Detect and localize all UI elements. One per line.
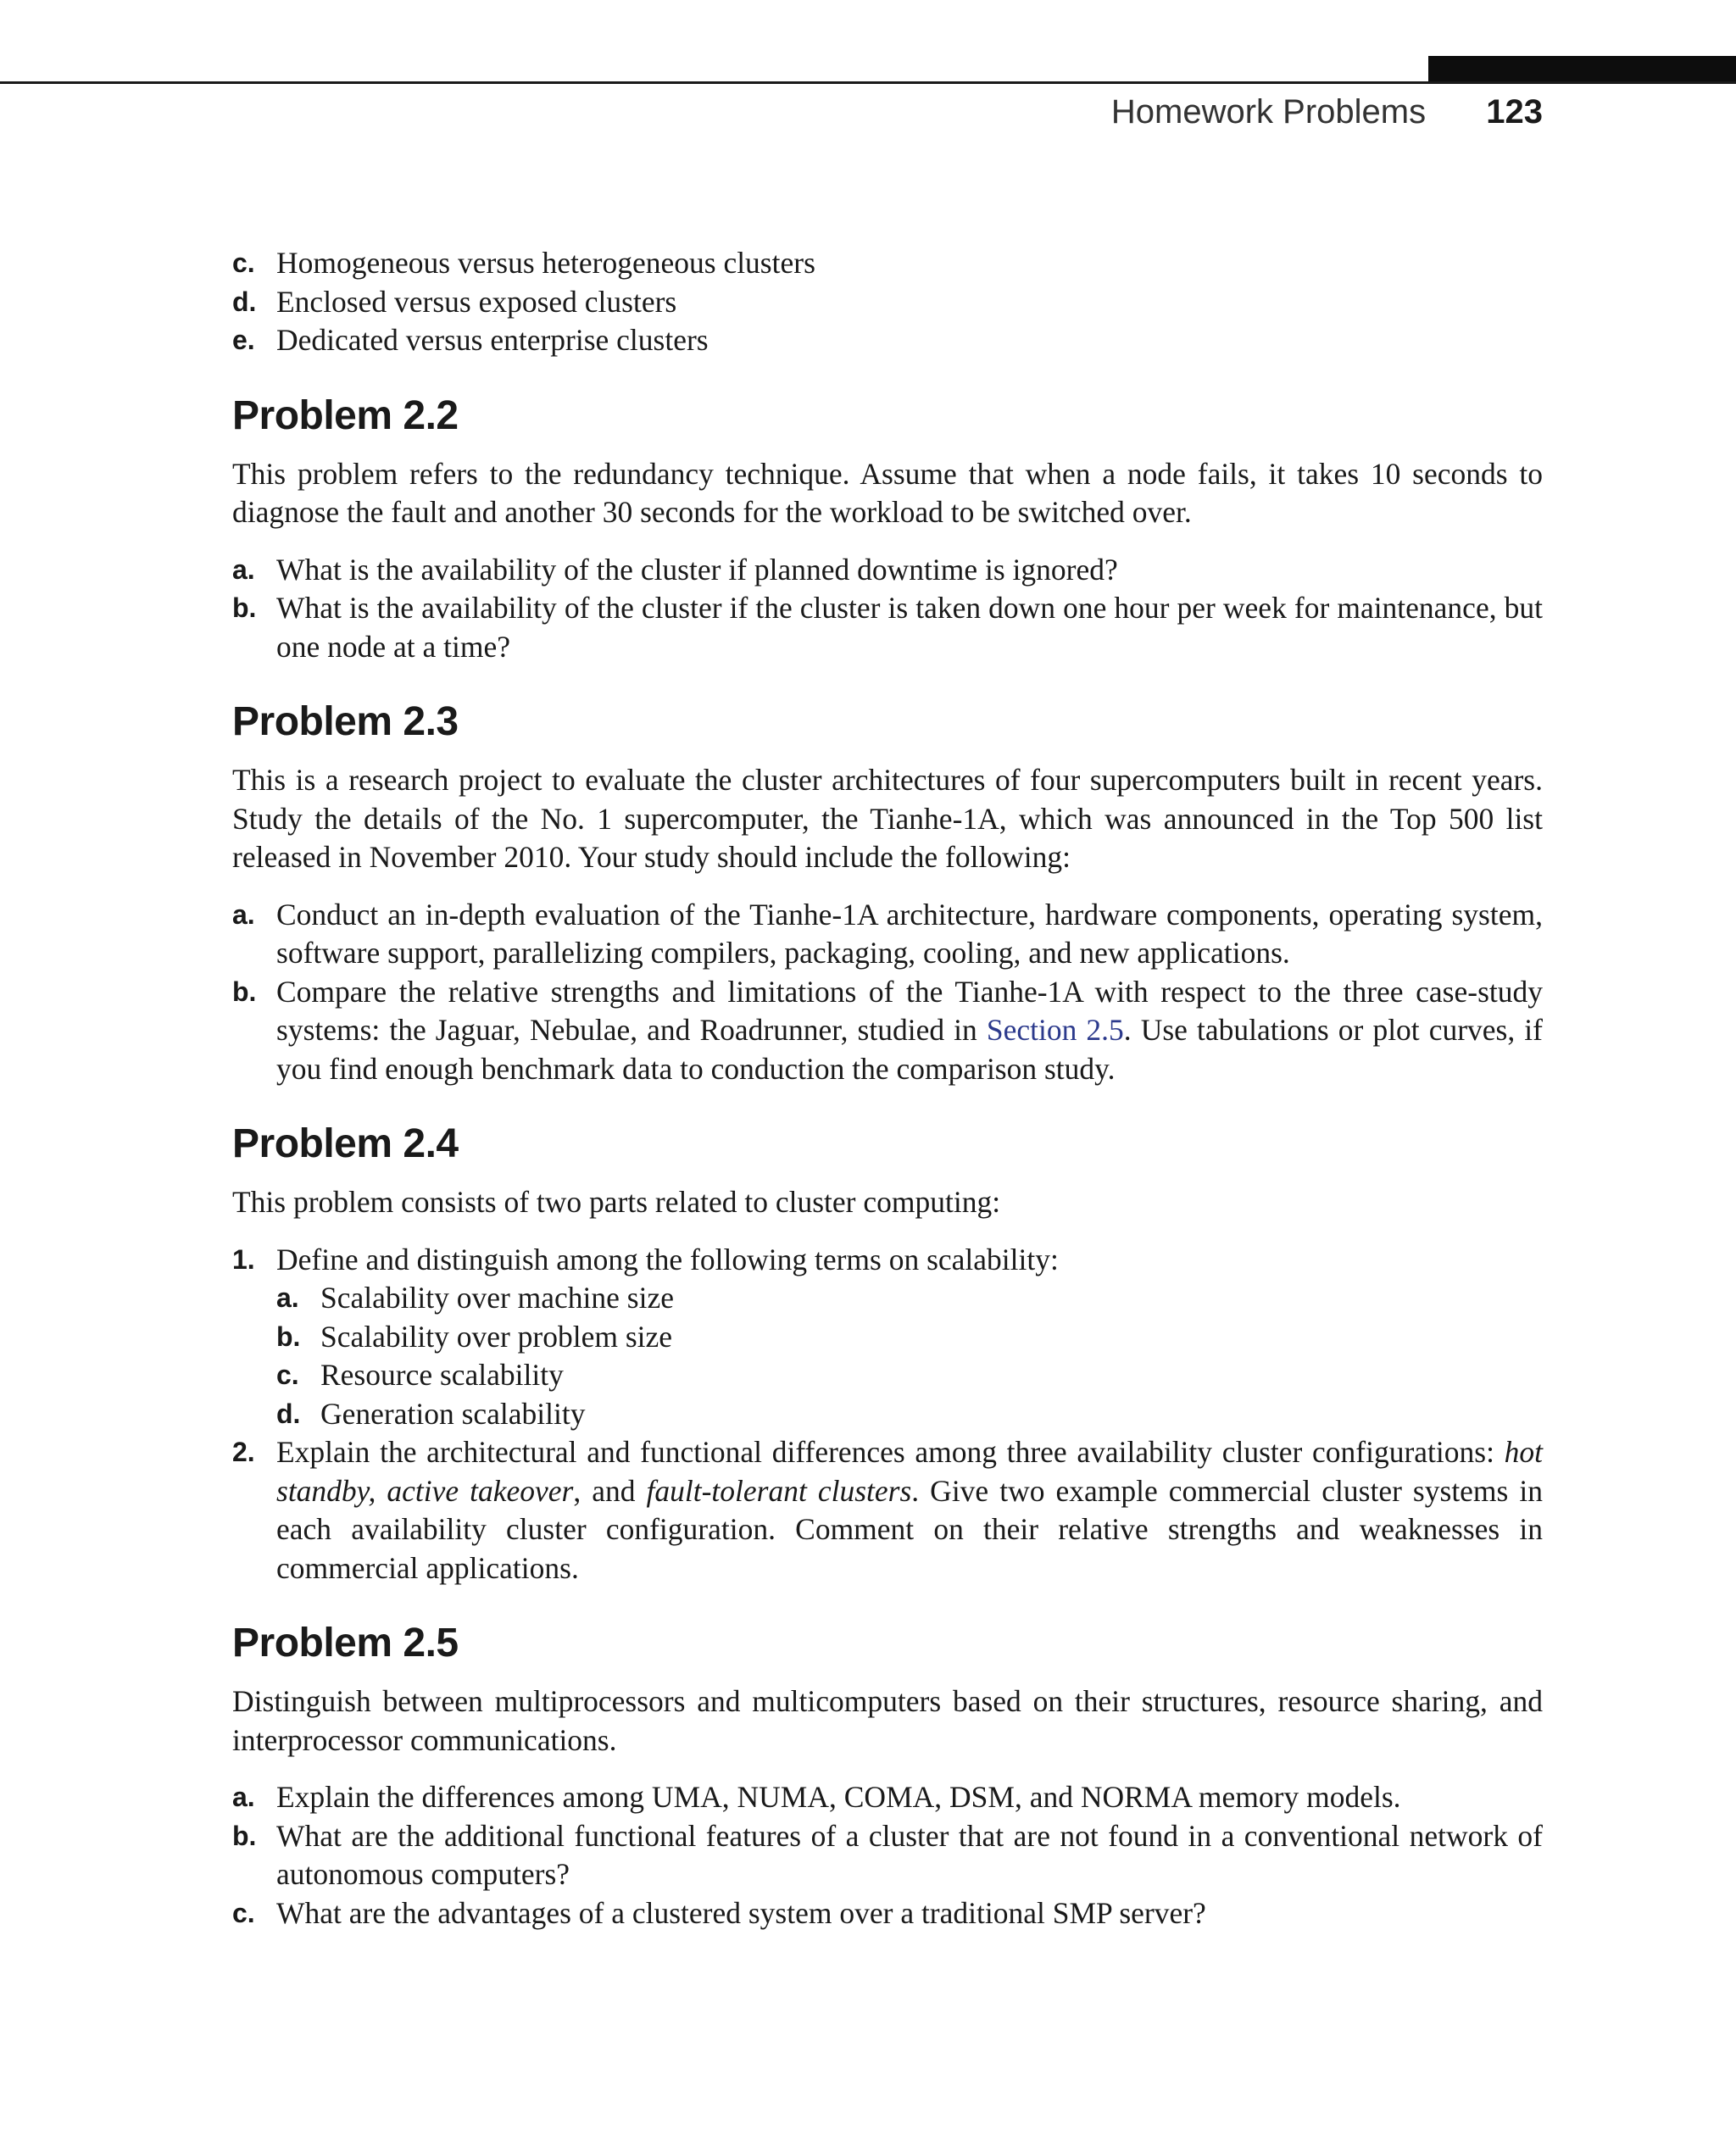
problem-2-2-title: Problem 2.2 <box>232 392 459 438</box>
sub-list-item <box>276 1279 1543 1318</box>
sub-list <box>276 1279 1543 1433</box>
list-item-text: What are the additional functional features of a cluster that are not found in a conventional network of autonomous computers? <box>276 1818 1543 1891</box>
list-item <box>232 1817 1543 1894</box>
list-item-text: Scalability over machine size <box>320 1281 674 1315</box>
list-item <box>232 244 1543 283</box>
list-marker: 2. <box>232 1437 255 1467</box>
list-item-text-after: . Use tabulations or plot curves, if you find enough benchmark data to conduction the comparison study. <box>276 1013 1543 1086</box>
problem-2-5-title: Problem 2.5 <box>232 1621 459 1666</box>
sub-list-item <box>276 1356 1543 1395</box>
list-item <box>232 1778 1543 1817</box>
list-marker: c. <box>232 247 255 278</box>
header-black-bar <box>1428 56 1736 83</box>
list-item <box>232 283 1543 322</box>
list-item-text: Define and distinguish among the following terms on scalability: <box>276 1242 1059 1276</box>
list-item-text: Explain the differences among UMA, NUMA, COMA, DSM, and NORMA memory models. <box>276 1780 1401 1814</box>
list-marker: a. <box>232 898 255 930</box>
list-marker: a. <box>232 1782 255 1812</box>
list-item-text: Generation scalability <box>320 1396 586 1431</box>
list-marker: d. <box>232 286 257 317</box>
page-content <box>232 244 1543 1932</box>
list-marker: a. <box>232 553 255 585</box>
list-marker: 1. <box>232 1243 255 1275</box>
header-rule <box>0 81 1736 84</box>
list-marker: e. <box>232 325 255 355</box>
list-item-text-after: . Give two example commercial cluster systems in each availability cluster configuration. Comment on their relative strengths and weaknesses in commercial applications. <box>276 1473 1543 1585</box>
problem-2-2-body: This problem refers to the redundancy technique. Assume that when a node fails, it takes 10 seconds to diagnose the fault and another 30 seconds for the workload to be switched over. <box>232 456 1543 529</box>
problem-2-5-body: Distinguish between multiprocessors and multicomputers based on their structures, resource sharing, and interprocessor communications. <box>232 1684 1543 1757</box>
list-item <box>232 1433 1543 1588</box>
problem-2-3-title: Problem 2.3 <box>232 699 459 744</box>
list-item <box>232 321 1543 360</box>
running-head <box>1111 93 1543 131</box>
list-item-text: Dedicated versus enterprise clusters <box>276 323 709 357</box>
sub-list-item <box>276 1318 1543 1357</box>
list-marker: b. <box>232 592 257 623</box>
page-number: 123 <box>1486 93 1543 131</box>
list-item-text: What is the availability of the cluster if the cluster is taken down one hour per week for maintenance, but one node at a time? <box>276 591 1543 664</box>
list-marker: b. <box>232 1820 257 1851</box>
list-item <box>232 551 1543 590</box>
list-item <box>232 973 1543 1089</box>
list-marker: d. <box>276 1398 301 1429</box>
sub-list-item <box>276 1395 1543 1434</box>
list-item <box>232 1241 1543 1434</box>
list-item-text-before: Compare the relative strengths and limitations of the Tianhe-1A with respect to the three case-study systems: the Jaguar, Nebulae, and Roadrunner, studied in <box>276 974 1543 1047</box>
list-item-text: Conduct an in-depth evaluation of the Tianhe-1A architecture, hardware components, operating system, software support, parallelizing compilers, packaging, cooling, and new applications. <box>276 897 1543 970</box>
list-item-text-before: Explain the architectural and functional differences among three availability cluster configurations: <box>276 1435 1505 1469</box>
running-title: Homework Problems <box>1110 93 1427 131</box>
list-item-text: What are the advantages of a clustered system over a traditional SMP server? <box>276 1895 1206 1930</box>
list-marker: b. <box>276 1321 301 1352</box>
list-marker: b. <box>232 976 257 1007</box>
italic-term: hot standby, active takeover <box>276 1435 1543 1508</box>
list-item <box>232 589 1543 666</box>
list-item-text: Homogeneous versus heterogeneous clusters <box>276 246 815 280</box>
list-marker: a. <box>276 1282 299 1313</box>
section-2-5-link[interactable]: Section 2.5 <box>986 1013 1124 1047</box>
list-marker: c. <box>232 1897 255 1928</box>
list-item-text-mid: , and <box>573 1473 647 1508</box>
list-item-text: Scalability over problem size <box>320 1319 673 1354</box>
problem-2-4-title: Problem 2.4 <box>232 1121 459 1166</box>
list-item-text: Resource scalability <box>320 1358 564 1392</box>
problem-2-3-body: This is a research project to evaluate the cluster architectures of four supercomputers built in recent years. Study the details of the No. 1 supercomputer, the Tianhe-1A, which was announced in the Top 500 list released in November 2010. Your study should include the following: <box>232 763 1543 874</box>
list-marker: c. <box>276 1360 299 1390</box>
list-item <box>232 1894 1543 1933</box>
problem-2-4-body: This problem consists of two parts related to cluster computing: <box>232 1185 1001 1219</box>
italic-term: fault-tolerant clusters <box>646 1473 912 1508</box>
list-item-text: What is the availability of the cluster if planned downtime is ignored? <box>276 552 1118 587</box>
list-item-text: Enclosed versus exposed clusters <box>276 284 677 319</box>
list-item <box>232 896 1543 973</box>
